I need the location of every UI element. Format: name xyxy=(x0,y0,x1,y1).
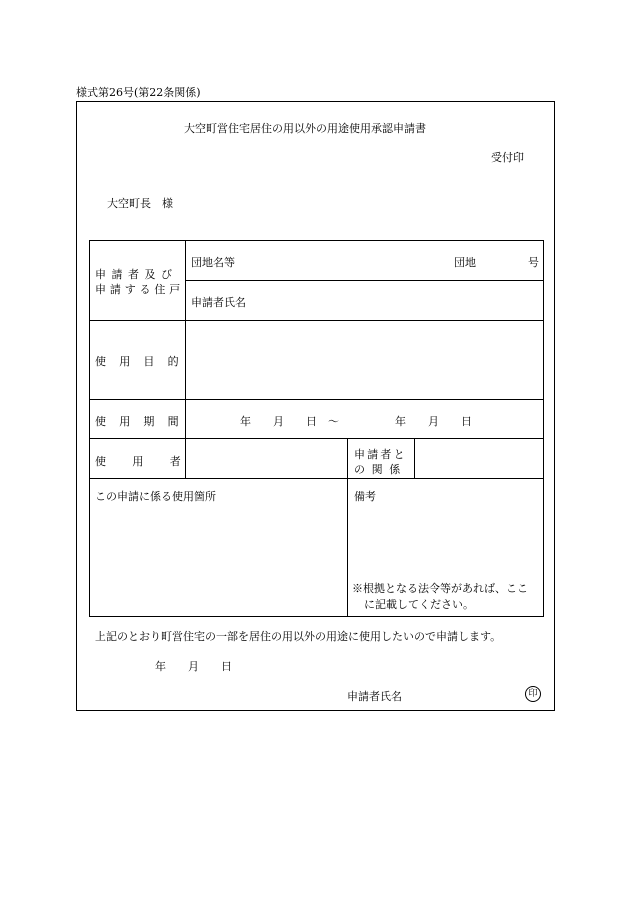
number-label: 号 xyxy=(528,256,539,269)
column-divider xyxy=(414,438,415,478)
row-divider xyxy=(89,438,543,439)
purpose-label: 使用目的 xyxy=(95,355,192,368)
row-divider xyxy=(185,280,543,281)
period-to: 年 月 日 xyxy=(395,415,472,428)
form-number: 様式第26号(第22条関係) xyxy=(76,86,201,99)
form-title: 大空町営住宅居住の用以外の用途使用承認申請書 xyxy=(184,122,426,135)
row-divider xyxy=(89,478,543,479)
table-border-bottom xyxy=(89,616,544,617)
footer-applicant-name-label: 申請者氏名 xyxy=(347,690,402,703)
complex-name-label: 団地名等 xyxy=(191,256,235,269)
location-label: この申請に係る使用箇所 xyxy=(95,490,216,503)
application-statement: 上記のとおり町営住宅の一部を居住の用以外の用途に使用したいので申請します。 xyxy=(95,630,502,643)
table-border-left xyxy=(89,240,90,616)
period-from: 年 月 日 ～ xyxy=(240,415,339,428)
period-label: 使用期間 xyxy=(95,415,192,428)
applicant-unit-label-line1: 申請者及び xyxy=(95,268,178,281)
relation-label-line1: 申請者と xyxy=(354,448,407,461)
applicant-unit-label-line2: 申請する住戸 xyxy=(95,283,185,296)
table-border-top xyxy=(89,240,544,241)
table-border-right xyxy=(543,240,544,616)
seal-icon: 印 xyxy=(525,686,541,702)
receipt-stamp-label: 受付印 xyxy=(491,151,524,164)
remarks-label: 備考 xyxy=(354,490,376,503)
application-date: 年 月 日 xyxy=(155,660,232,673)
relation-label-line2: の関係 xyxy=(354,463,407,476)
column-divider xyxy=(347,438,348,616)
user-label: 使用者 xyxy=(95,455,208,468)
form-frame xyxy=(76,101,555,711)
row-divider xyxy=(89,320,543,321)
remarks-note-line1: ※根拠となる法令等があれば、ここ xyxy=(352,582,528,595)
addressee: 大空町長 様 xyxy=(107,197,173,210)
complex-label: 団地 xyxy=(454,256,476,269)
applicant-name-field-label: 申請者氏名 xyxy=(191,296,246,309)
remarks-note-line2: に記載してください。 xyxy=(364,598,474,611)
row-divider xyxy=(89,399,543,400)
